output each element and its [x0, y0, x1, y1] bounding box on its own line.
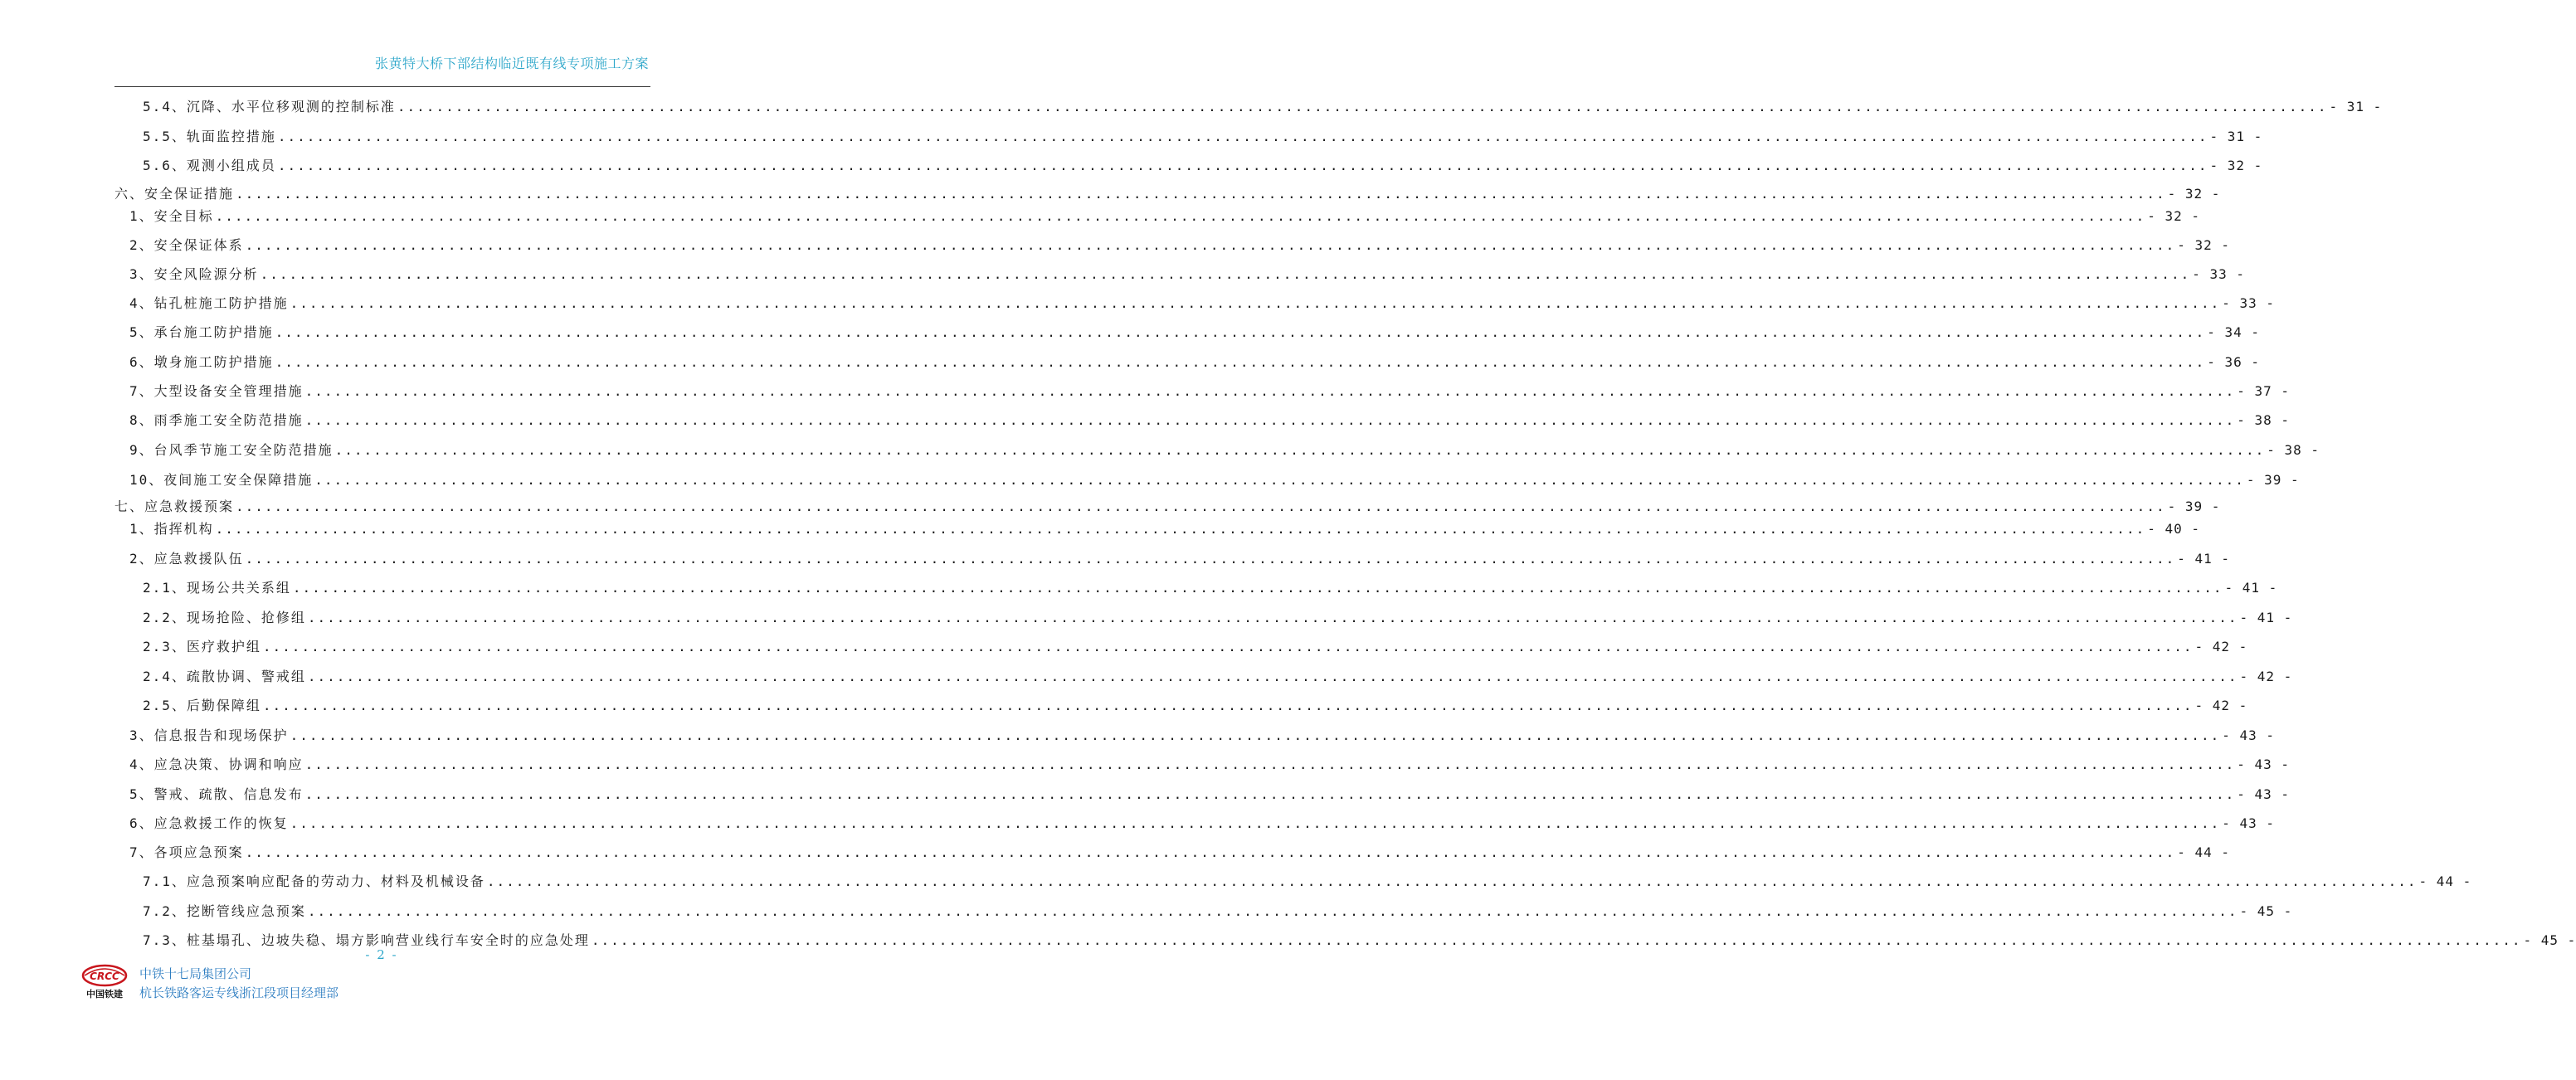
toc-entry: [143, 126, 2263, 145]
toc-leader-dots: ........................................................................................................................................................................................................: [215, 208, 2146, 224]
footer-department-name: 杭长铁路客运专线浙江段项目经理部: [139, 985, 339, 1000]
toc-entry-page: - 40 -: [2147, 521, 2200, 537]
toc-entry-title: 4、钻孔桩施工防护措施: [129, 295, 289, 311]
toc-entry: [143, 636, 2248, 655]
toc-entry: [129, 293, 2275, 312]
toc-entry: [129, 322, 2260, 341]
toc-entry-title: 9、台风季节施工安全防范措施: [129, 442, 334, 458]
logo-brand-text: CRCC: [90, 971, 119, 982]
toc-leader-dots: ........................................................................................................................................................................................................: [275, 324, 2206, 340]
toc-leader-dots: ........................................................................................................................................................................................................: [245, 844, 2176, 860]
toc-entry: [129, 754, 2290, 773]
toc-entry: [129, 410, 2290, 429]
toc-entry: [129, 381, 2290, 400]
toc-entry: [129, 469, 2300, 489]
toc-entry: [143, 871, 2472, 890]
toc-entry-title: 1、指挥机构: [129, 521, 214, 537]
toc-entry-page: - 32 -: [2167, 186, 2221, 202]
toc-entry-page: - 37 -: [2237, 383, 2290, 399]
document-header-title: 张黄特大桥下部结构临近既有线专项施工方案: [374, 56, 649, 71]
toc-entry-page: - 43 -: [2237, 756, 2290, 772]
toc-entry-page: - 32 -: [2177, 237, 2230, 253]
logo-caption-text: 中国铁建: [86, 989, 123, 1000]
toc-entry-page: - 36 -: [2207, 354, 2260, 370]
toc-entry-page: - 32 -: [2209, 158, 2263, 173]
toc-entry-title: 5、承台施工防护措施: [129, 324, 274, 340]
toc-entry: [129, 518, 2200, 538]
toc-entry-title: 2、应急救援队伍: [129, 551, 244, 567]
toc-entry-title: 2、安全保证体系: [129, 237, 244, 253]
toc-leader-dots: ........................................................................................................................................................................................................: [245, 551, 2176, 567]
toc-entry: [143, 607, 2293, 626]
toc-entry-page: - 43 -: [2222, 727, 2275, 743]
toc-entry-title: 3、信息报告和现场保护: [129, 727, 289, 743]
toc-entry-page: - 32 -: [2147, 208, 2200, 224]
toc-entry-title: 4、应急决策、协调和响应: [129, 756, 304, 772]
toc-leader-dots: ........................................................................................................................................................................................................: [236, 186, 2166, 202]
toc-entry-title: 7.3、桩基塌孔、边坡失稳、塌方影响营业线行车安全时的应急处理: [143, 932, 590, 948]
toc-leader-dots: ........................................................................................................................................................................................................: [486, 873, 2418, 889]
toc-entry: [143, 930, 2576, 949]
toc-leader-dots: ........................................................................................................................................................................................................: [304, 412, 2236, 428]
toc-entry: [129, 206, 2200, 225]
toc-leader-dots: ........................................................................................................................................................................................................: [277, 158, 2208, 173]
toc-entry: [129, 352, 2260, 371]
toc-entry-page: - 41 -: [2177, 551, 2230, 567]
toc-leader-dots: ........................................................................................................................................................................................................: [591, 932, 2522, 948]
toc-entry-title: 七、应急救援预案: [114, 499, 235, 514]
toc-entry-page: - 31 -: [2329, 99, 2383, 114]
toc-entry-title: 3、安全风险源分析: [129, 266, 259, 282]
toc-entry-page: - 42 -: [2194, 639, 2248, 654]
footer-company-name: 中铁十七局集团公司: [139, 966, 252, 981]
toc-entry: [129, 235, 2230, 254]
toc-leader-dots: ........................................................................................................................................................................................................: [290, 815, 2221, 831]
toc-leader-dots: ........................................................................................................................................................................................................: [304, 383, 2236, 399]
toc-leader-dots: ........................................................................................................................................................................................................: [262, 698, 2194, 713]
toc-entry: [143, 666, 2293, 685]
toc-leader-dots: ........................................................................................................................................................................................................: [245, 237, 2176, 253]
toc-entry: [143, 901, 2293, 920]
toc-entry-title: 7.2、挖断管线应急预案: [143, 903, 306, 919]
toc-entry-title: 2.1、现场公共关系组: [143, 580, 291, 596]
toc-leader-dots: ........................................................................................................................................................................................................: [307, 669, 2238, 684]
toc-entry: [143, 577, 2278, 596]
toc-entry: [114, 496, 2221, 515]
toc-entry-title: 6、应急救援工作的恢复: [129, 815, 289, 831]
toc-entry-page: - 43 -: [2237, 786, 2290, 802]
toc-leader-dots: ........................................................................................................................................................................................................: [397, 99, 2328, 114]
toc-entry: [129, 842, 2230, 861]
toc-entry: [129, 548, 2230, 567]
toc-entry-title: 5.4、沉降、水平位移观测的控制标准: [143, 99, 396, 114]
toc-leader-dots: ........................................................................................................................................................................................................: [290, 295, 2221, 311]
header-rule: [114, 86, 650, 87]
toc-entry-title: 7.1、应急预案响应配备的劳动力、材料及机械设备: [143, 873, 485, 889]
toc-entry-page: - 42 -: [2239, 669, 2293, 684]
toc-entry-title: 2.3、医疗救护组: [143, 639, 261, 654]
toc-entry-page: - 38 -: [2267, 442, 2320, 458]
toc-entry-title: 2.4、疏散协调、警戒组: [143, 669, 306, 684]
toc-entry-title: 8、雨季施工安全防范措施: [129, 412, 304, 428]
toc-leader-dots: ........................................................................................................................................................................................................: [292, 580, 2223, 596]
toc-leader-dots: ........................................................................................................................................................................................................: [275, 354, 2206, 370]
toc-entry-title: 7、各项应急预案: [129, 844, 244, 860]
toc-entry-title: 5.6、观测小组成员: [143, 158, 276, 173]
toc-leader-dots: ........................................................................................................................................................................................................: [290, 727, 2221, 743]
toc-entry-title: 10、夜间施工安全保障措施: [129, 472, 314, 488]
toc-entry-title: 5、警戒、疏散、信息发布: [129, 786, 304, 802]
toc-entry-page: - 42 -: [2194, 698, 2248, 713]
toc-leader-dots: ........................................................................................................................................................................................................: [236, 499, 2166, 514]
toc-entry-title: 6、墩身施工防护措施: [129, 354, 274, 370]
toc-entry-title: 六、安全保证措施: [114, 186, 235, 202]
toc-entry-page: - 41 -: [2224, 580, 2278, 596]
toc-entry-page: - 31 -: [2209, 129, 2263, 144]
toc-leader-dots: ........................................................................................................................................................................................................: [314, 472, 2245, 488]
toc-entry-page: - 39 -: [2167, 499, 2221, 514]
toc-entry: [129, 264, 2245, 283]
toc-entry: [143, 695, 2248, 714]
toc-entry-page: - 44 -: [2418, 873, 2472, 889]
toc-leader-dots: ........................................................................................................................................................................................................: [277, 129, 2208, 144]
toc-leader-dots: ........................................................................................................................................................................................................: [215, 521, 2146, 537]
toc-entry: [114, 183, 2221, 202]
toc-entry-page: - 43 -: [2222, 815, 2275, 831]
toc-leader-dots: ........................................................................................................................................................................................................: [304, 756, 2236, 772]
toc-entry-page: - 33 -: [2192, 266, 2245, 282]
toc-leader-dots: ........................................................................................................................................................................................................: [262, 639, 2194, 654]
toc-entry-title: 2.5、后勤保障组: [143, 698, 261, 713]
toc-entry-page: - 44 -: [2177, 844, 2230, 860]
toc-leader-dots: ........................................................................................................................................................................................................: [304, 786, 2236, 802]
toc-entry: [129, 440, 2320, 459]
toc-entry-page: - 39 -: [2246, 472, 2300, 488]
toc-entry-page: - 38 -: [2237, 412, 2290, 428]
toc-leader-dots: ........................................................................................................................................................................................................: [260, 266, 2191, 282]
page-number: - 2 -: [365, 947, 398, 962]
crcc-logo-icon: [71, 964, 138, 1002]
toc-leader-dots: ........................................................................................................................................................................................................: [334, 442, 2266, 458]
toc-entry: [129, 784, 2290, 803]
toc-entry-title: 5.5、轨面监控措施: [143, 129, 276, 144]
toc-entry: [143, 96, 2383, 115]
toc-entry-page: - 33 -: [2222, 295, 2275, 311]
toc-entry: [129, 813, 2275, 832]
toc-entry-title: 2.2、现场抢险、抢修组: [143, 610, 306, 625]
toc-entry-page: - 45 -: [2239, 903, 2293, 919]
toc-entry: [143, 155, 2263, 174]
toc-entry-title: 1、安全目标: [129, 208, 214, 224]
toc-leader-dots: ........................................................................................................................................................................................................: [307, 610, 2238, 625]
toc-entry: [129, 725, 2275, 744]
toc-entry-page: - 41 -: [2239, 610, 2293, 625]
toc-leader-dots: ........................................................................................................................................................................................................: [307, 903, 2238, 919]
toc-entry-title: 7、大型设备安全管理措施: [129, 383, 304, 399]
toc-entry-page: - 45 -: [2523, 932, 2576, 948]
toc-entry-page: - 34 -: [2207, 324, 2260, 340]
